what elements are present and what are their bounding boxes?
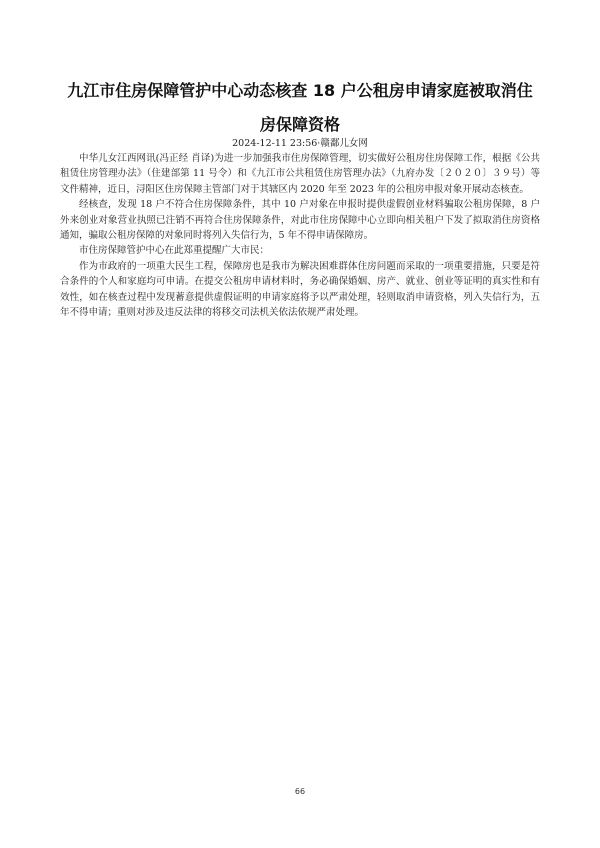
article-body [60,151,540,320]
paragraph-3: 市住房保障管护中心在此郑重提醒广大市民： [79,245,270,257]
paragraph-1: 中华儿女江西网讯(冯正经 肖译)为进一步加强我市住房保障管理，切实做好公租房住房保障工作，根据《公共租赁住房管理办法》（住建部第 11 号令）和《九江市公共租赁住房管理办法》（九府办发〔２０２０〕３９号）等文件精神，近日，浔阳区住房保障主管部门对于其辖区内 2020 年至 2023 年的公租房申报对象开展动态核查。 [60,153,540,195]
paragraph-2: 经核查，发现 18 户不符合住房保障条件，其中 10 户对象在申报时提供虚假创业材料骗取公租房保障，8 户外来创业对象营业执照已注销不再符合住房保障条件，对此市住房保障中心立即向相关租户下发了拟取消住房资格通知，骗取公租房保障的对象同时将列入失信行为，5 年不得申请保障房。 [60,199,540,242]
article-title: 九江市住房保障管护中心动态核查 18 户公租房申请家庭被取消住房保障资格 [67,81,533,134]
paragraph-4: 作为市政府的一项重大民生工程，保障房也是我市为解决困难群体住房问题而采取的一项重要措施，只要是符合条件的个人和家庭均可申请。在提交公租房申请材料时，务必确保婚姻、房产、就业、创业等证明的真实性和有效性，如在核查过程中发现蓄意提供虚假证明的申请家庭将予以严肃处理，轻则取消申请资格，列入失信行为，五年不得申请；重则对涉及违反法律的将移交司法机关依法依规严肃处理。 [60,260,540,319]
article-meta: 2024-12-11 23:56·赣鄱儿女网 [232,138,368,149]
page-number: 66 [294,787,306,796]
